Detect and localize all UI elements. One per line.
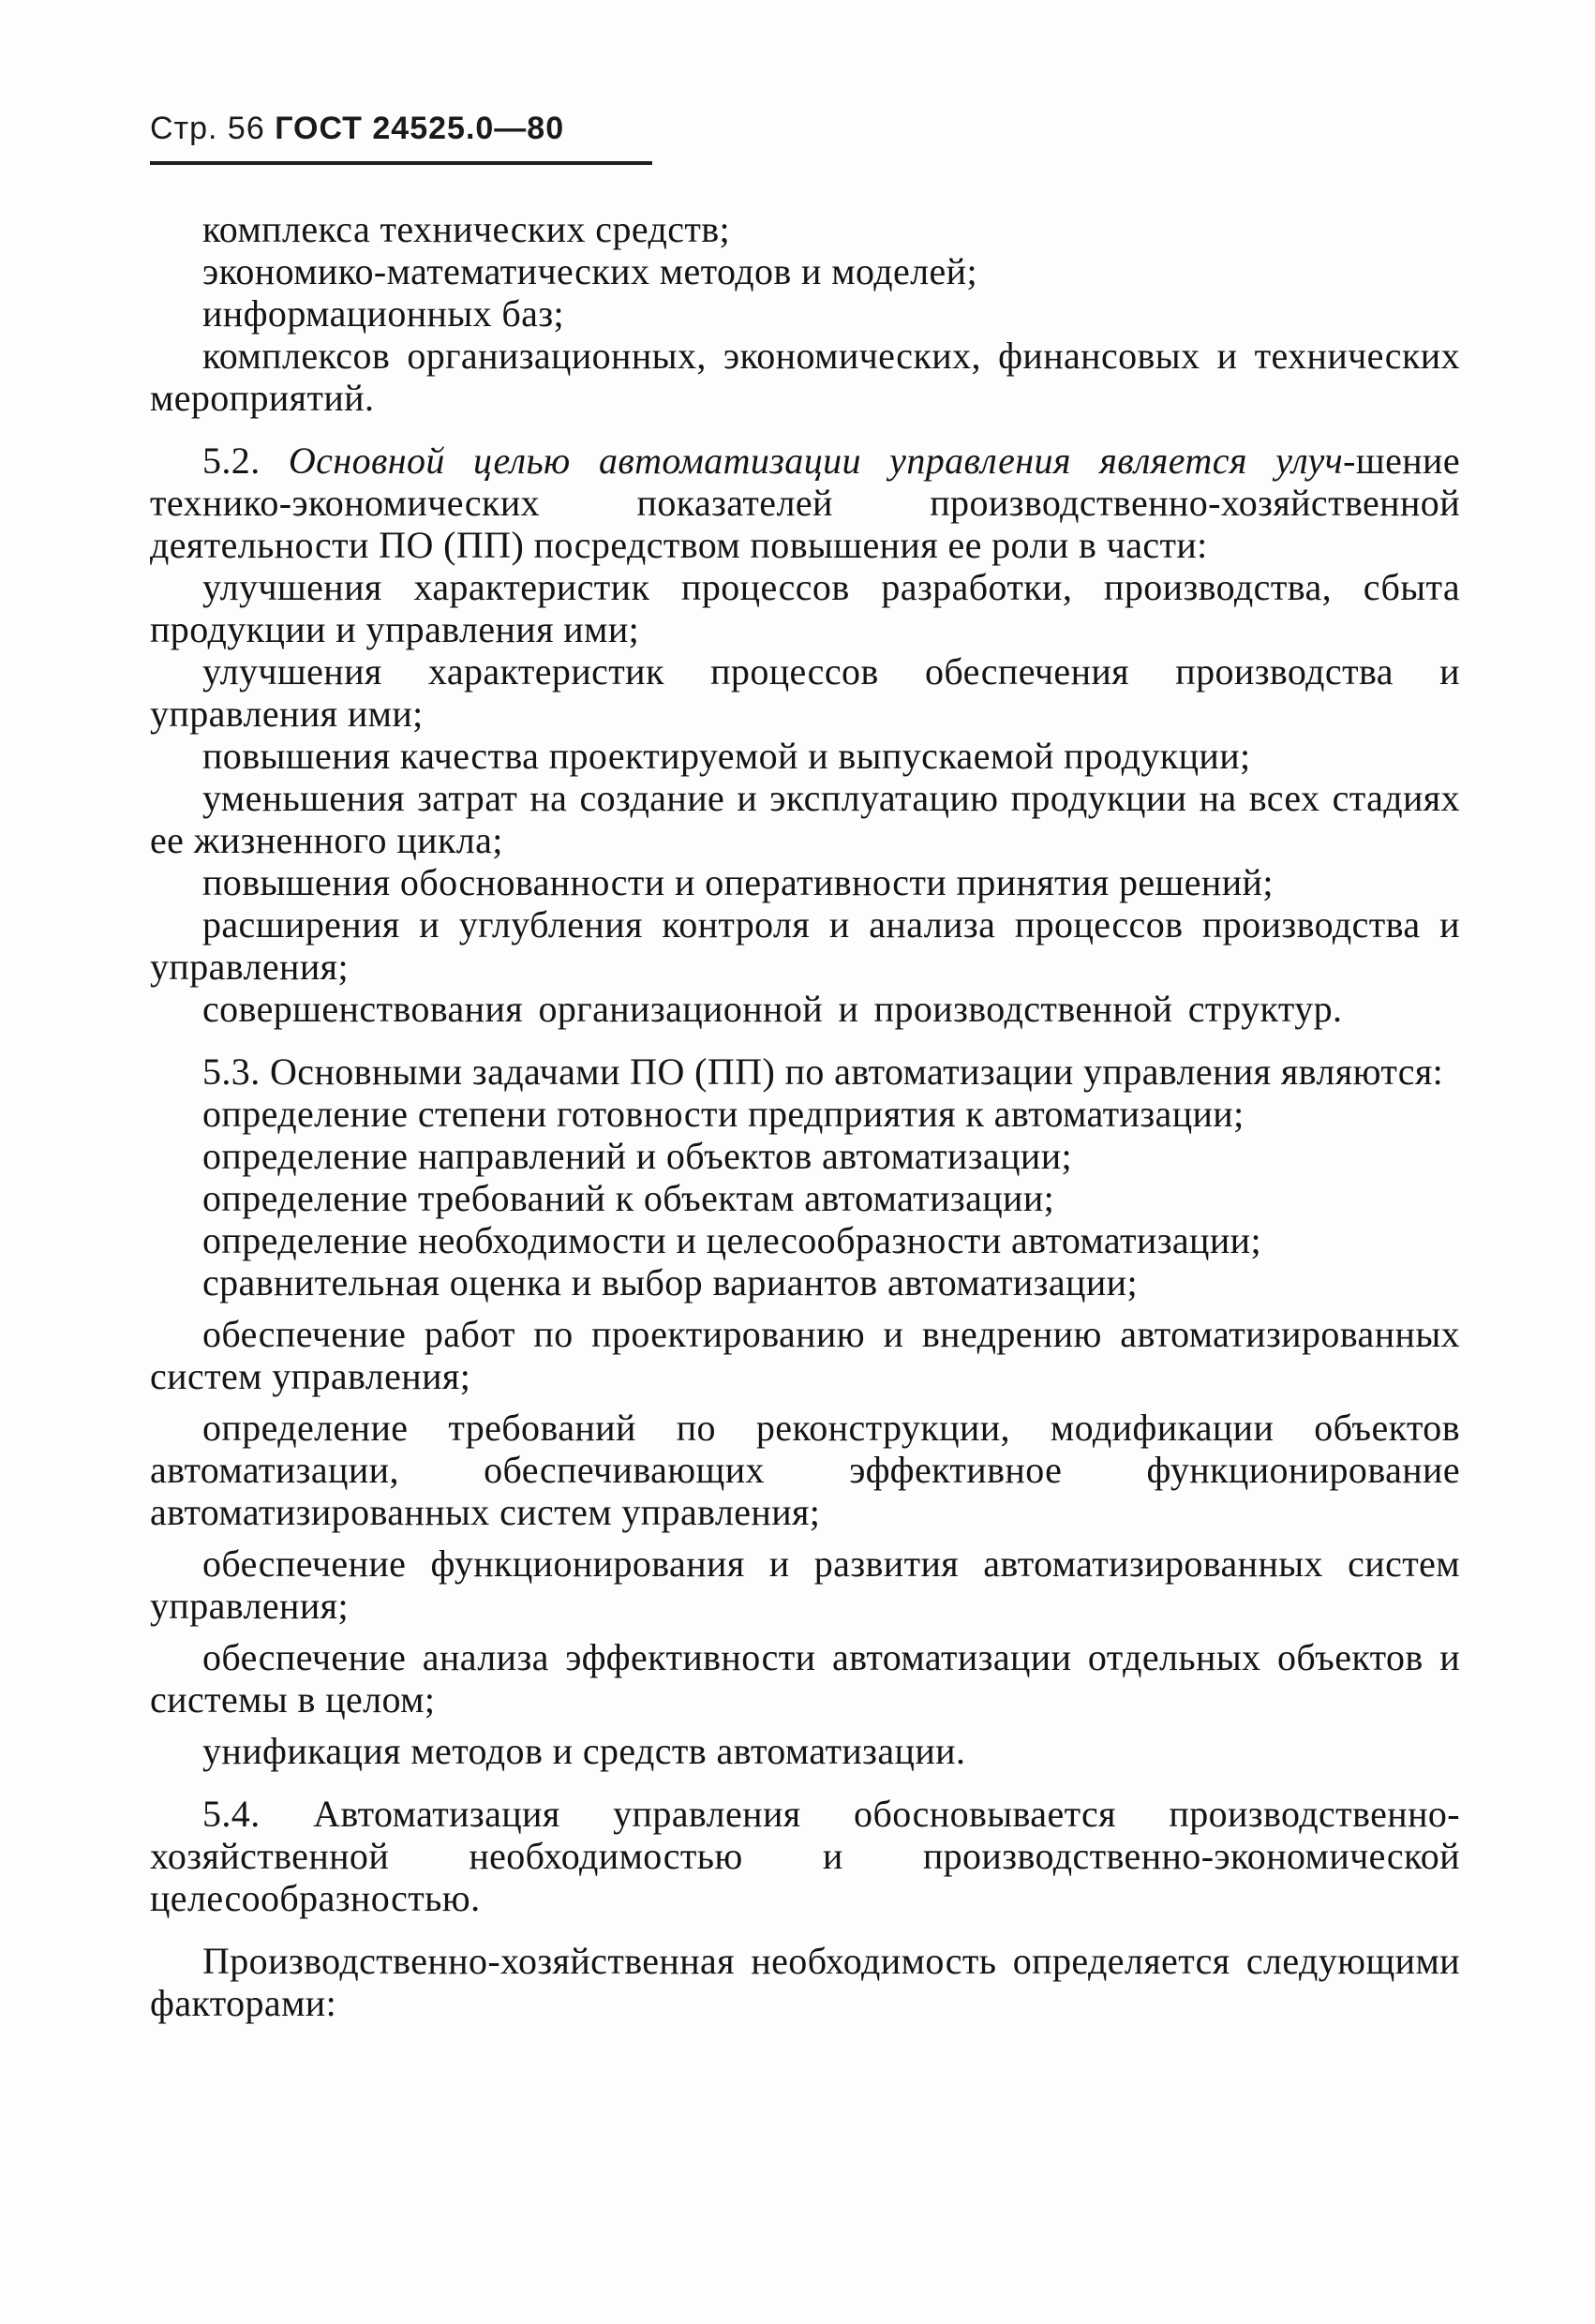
clause-5-2	[150, 439, 1460, 566]
standard-id: ГОСТ 24525.0—80	[275, 111, 565, 146]
clause-text: шение технико-экономических показателей производственно-хозяйственной деятельности ПО (ПП) посредством повышения ее роли в части:	[150, 439, 1461, 566]
list-item: улучшения характеристик процессов разработки, производства, сбыта продукции и управления ими;	[150, 566, 1460, 650]
clause-5-4: 5.4. Автоматизация управления обосновывается производственно-хозяйственной необходимостью и производственно-экономической целесообразностью.	[150, 1793, 1460, 1919]
list-item: определение степени готовности предприятия к автоматизации;	[202, 1093, 1245, 1135]
page-number: Стр. 56	[150, 111, 265, 146]
list-item: обеспечение функционирования и развития автоматизированных систем управления;	[150, 1542, 1460, 1627]
list-item: обеспечение анализа эффективности автоматизации отдельных объектов и системы в целом;	[150, 1636, 1460, 1721]
list-item: комплексов организационных, экономических, финансовых и технических мероприятий.	[150, 335, 1460, 419]
list-item: определение требований по реконструкции, модификации объектов автоматизации, обеспечивающих эффективное функционирование автоматизированных систем управления;	[150, 1407, 1460, 1533]
list-item: комплекса технических средств;	[202, 208, 731, 250]
list-item: экономико-математических методов и моделей;	[202, 250, 977, 292]
clause-emphasis: Основной целью автоматизации управления является улуч-	[288, 439, 1356, 482]
list-item: определение необходимости и целесообразности автоматизации;	[202, 1219, 1261, 1261]
document-body	[150, 208, 1460, 2024]
list-item: сравнительная оценка и выбор вариантов автоматизации;	[202, 1261, 1138, 1304]
list-item: улучшения характеристик процессов обеспечения производства и управления ими;	[150, 650, 1460, 735]
list-item: повышения качества проектируемой и выпускаемой продукции;	[202, 735, 1251, 777]
list-item: унификация методов и средств автоматизации.	[202, 1730, 966, 1772]
clause-number: 5.2.	[202, 439, 289, 482]
header-rule	[150, 161, 652, 165]
list-item: обеспечение работ по проектированию и внедрению автоматизированных систем управления;	[150, 1313, 1460, 1397]
paragraph: Производственно-хозяйственная необходимость определяется следующими факторами:	[150, 1940, 1460, 2024]
clause-5-3: 5.3. Основными задачами ПО (ПП) по автоматизации управления являются:	[202, 1050, 1444, 1093]
list-item: повышения обоснованности и оперативности принятия решений;	[202, 861, 1274, 903]
list-item: определение требований к объектам автоматизации;	[202, 1177, 1055, 1219]
list-item: уменьшения затрат на создание и эксплуатацию продукции на всех стадиях ее жизненного цикла;	[150, 777, 1460, 861]
page-header	[150, 111, 564, 147]
list-item: определение направлений и объектов автоматизации;	[202, 1135, 1073, 1177]
list-item: информационных баз;	[202, 292, 565, 335]
list-item: расширения и углубления контроля и анализа процессов производства и управления;	[150, 903, 1460, 988]
list-item: совершенствования организационной и производственной структур.	[202, 988, 1343, 1030]
